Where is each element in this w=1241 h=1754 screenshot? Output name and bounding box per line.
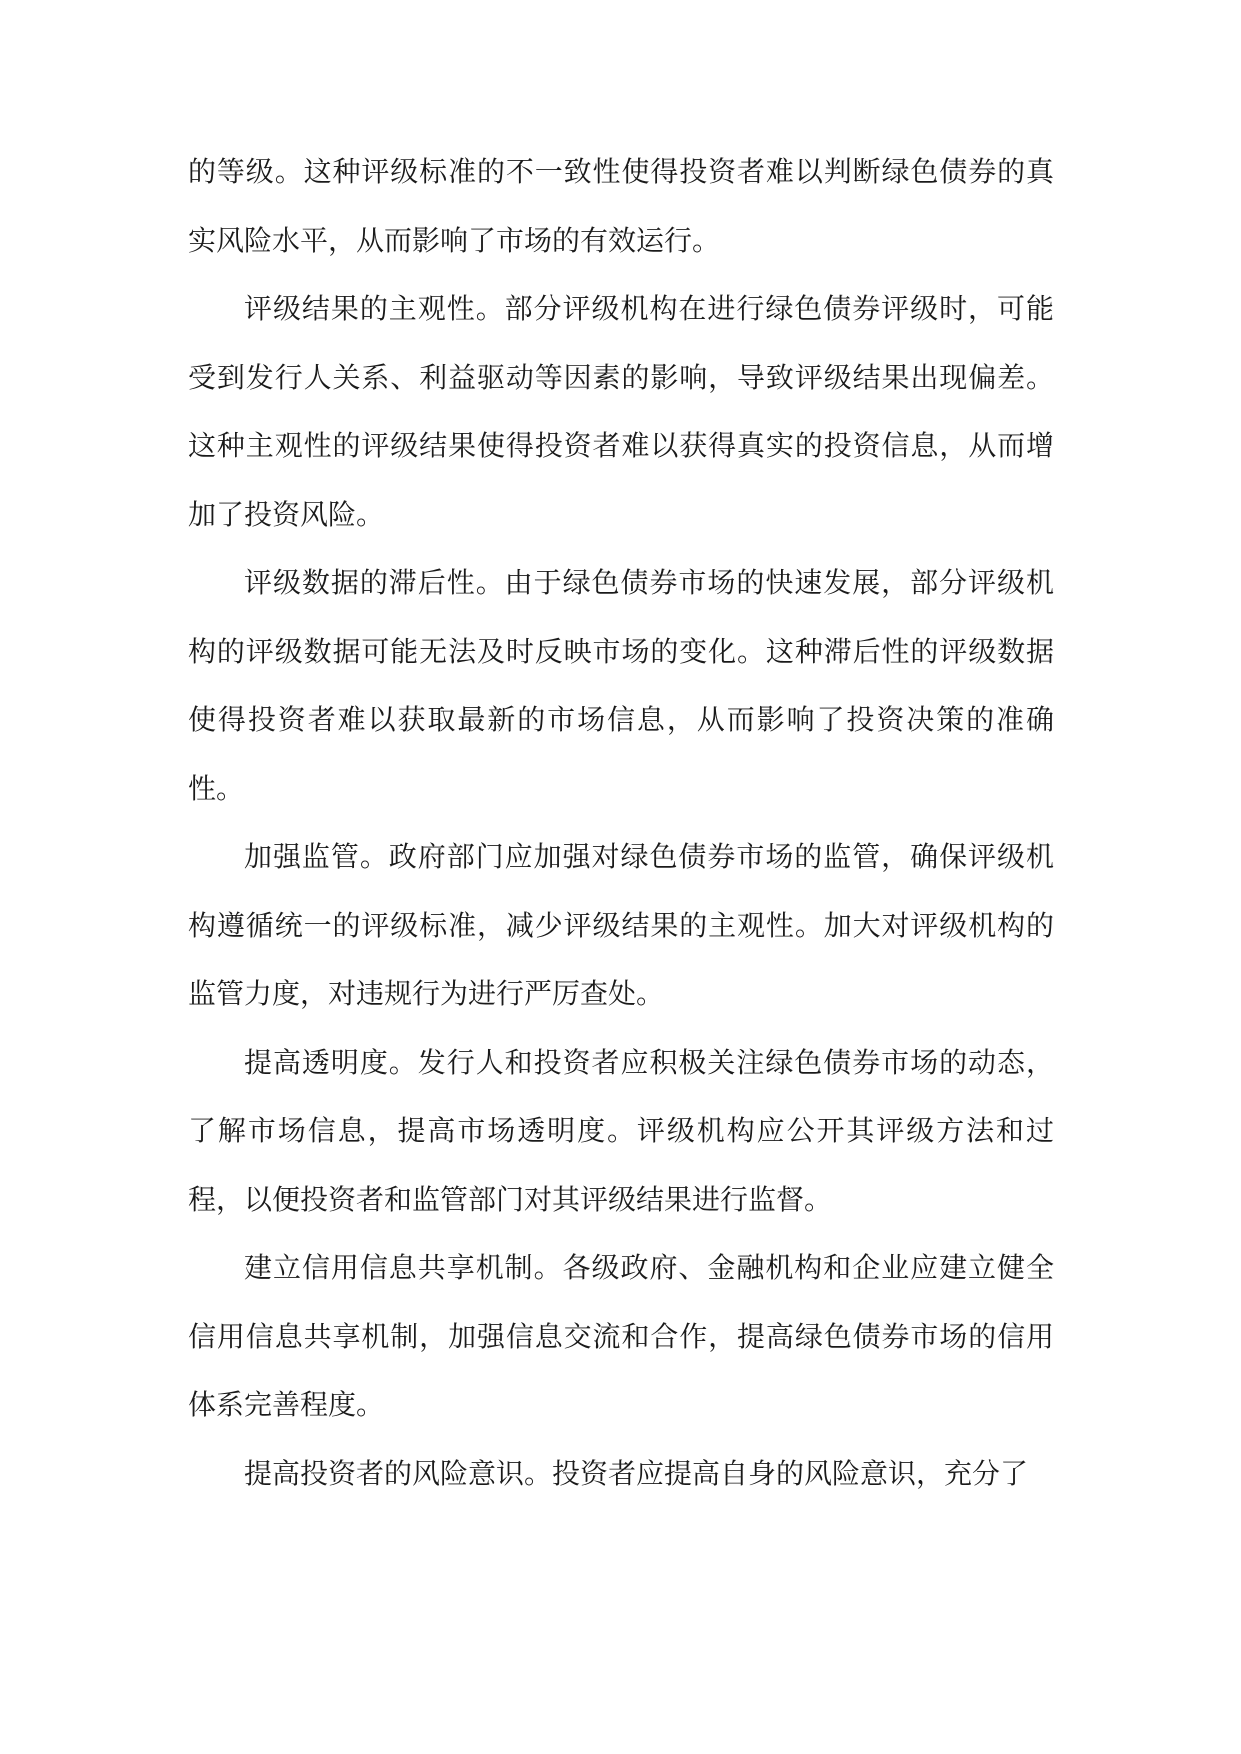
document-body xyxy=(188,138,1054,1508)
paragraph-rating-standard-continuation: 的等级。这种评级标准的不一致性使得投资者难以判断绿色债券的真实风险水平，从而影响了市场的有效运行。 xyxy=(188,155,1054,257)
paragraph-investor-risk-awareness: 提高投资者的风险意识。投资者应提高自身的风险意识，充分了 xyxy=(244,1456,1029,1490)
paragraph-rating-data-lag: 评级数据的滞后性。由于绿色债券市场的快速发展，部分评级机构的评级数据可能无法及时反映市场的变化。这种滞后性的评级数据使得投资者难以获取最新的市场信息，从而影响了投资决策的准确性。 xyxy=(188,566,1054,805)
paragraph-rating-subjectivity: 评级结果的主观性。部分评级机构在进行绿色债券评级时，可能受到发行人关系、利益驱动等因素的影响，导致评级结果出现偏差。这种主观性的评级结果使得投资者难以获得真实的投资信息，从而增加了投资风险。 xyxy=(188,292,1054,531)
paragraph-improve-transparency: 提高透明度。发行人和投资者应积极关注绿色债券市场的动态，了解市场信息，提高市场透明度。评级机构应公开其评级方法和过程，以便投资者和监管部门对其评级结果进行监督。 xyxy=(188,1045,1054,1216)
paragraph-credit-info-sharing: 建立信用信息共享机制。各级政府、金融机构和企业应建立健全信用信息共享机制，加强信息交流和合作，提高绿色债券市场的信用体系完善程度。 xyxy=(188,1251,1054,1421)
paragraph-strengthen-supervision: 加强监管。政府部门应加强对绿色债券市场的监管，确保评级机构遵循统一的评级标准，减少评级结果的主观性。加大对评级机构的监管力度，对违规行为进行严厉查处。 xyxy=(188,840,1054,1010)
